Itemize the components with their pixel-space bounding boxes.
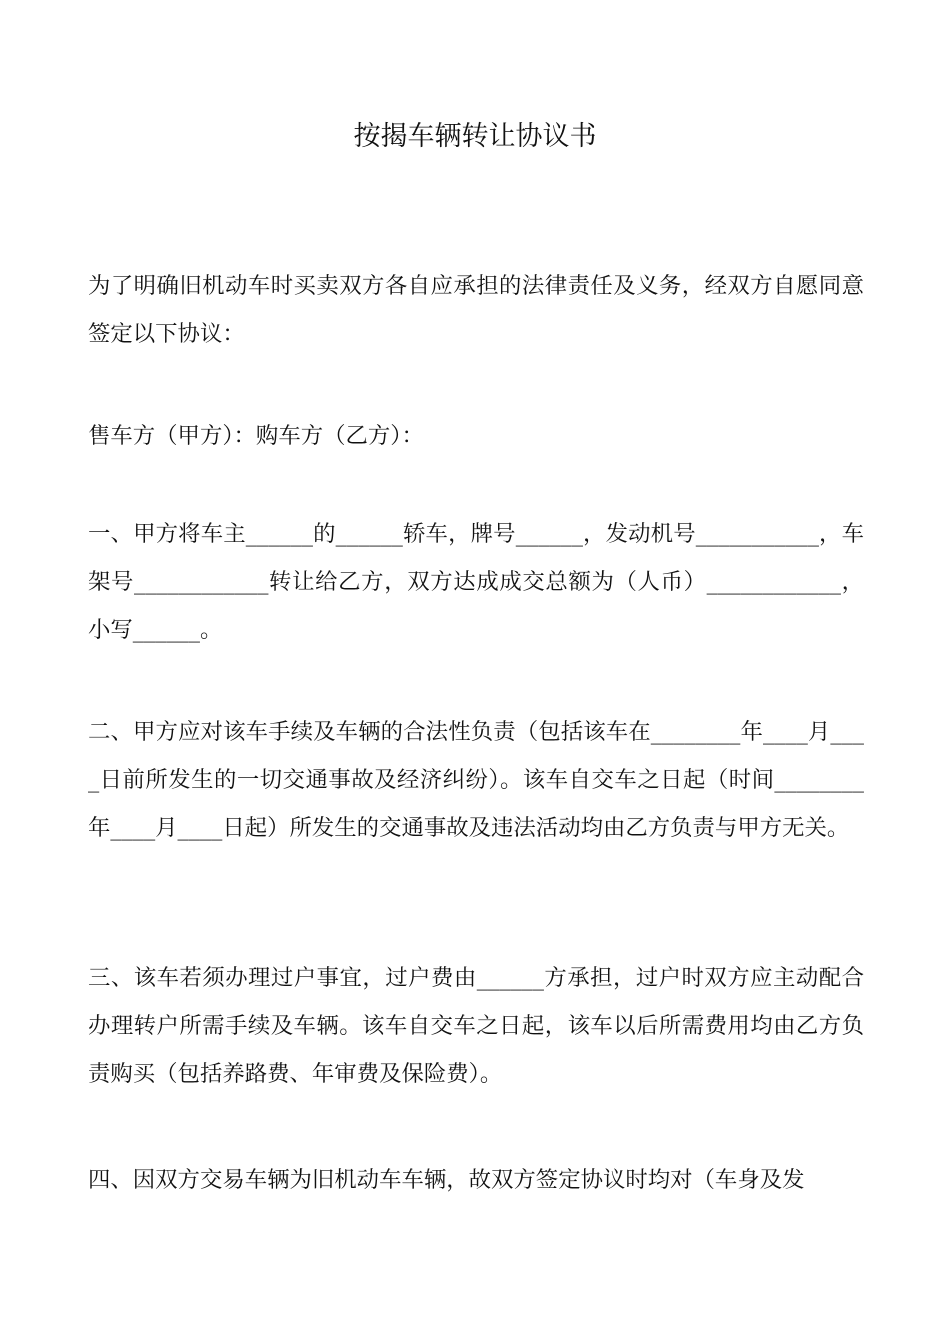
clause-4-paragraph: 四、因双方交易车辆为旧机动车车辆，故双方签定协议时均对（车身及发: [88, 1167, 805, 1193]
document-title: 按揭车辆转让协议书: [353, 121, 597, 152]
intro-paragraph: 为了明确旧机动车时买卖双方各自应承担的法律责任及义务，经双方自愿同意签定以下协议：: [88, 273, 864, 347]
clause-3-paragraph: 三、该车若须办理过户事宜，过户费由______方承担，过户时双方应主动配合办理转户所需手续及车辆。该车自交车之日起，该车以后所需费用均由乙方负责购买（包括养路费、年审费及保险费）。: [88, 965, 864, 1087]
clause-1-paragraph: 一、甲方将车主______的______轿车，牌号______，发动机号___________，车架号____________转让给乙方，双方达成成交总额为（人币）____________，小写______。: [88, 521, 864, 643]
clause-2-paragraph: 二、甲方应对该车手续及车辆的合法性负责（包括该车在________年____月____日前所发生的一切交通事故及经济纠纷）。该车自交车之日起（时间________年____月____日起）所发生的交通事故及违法活动均由乙方负责与甲方无关。: [88, 719, 864, 841]
parties-paragraph: 售车方（甲方）：购车方（乙方）：: [88, 423, 424, 449]
